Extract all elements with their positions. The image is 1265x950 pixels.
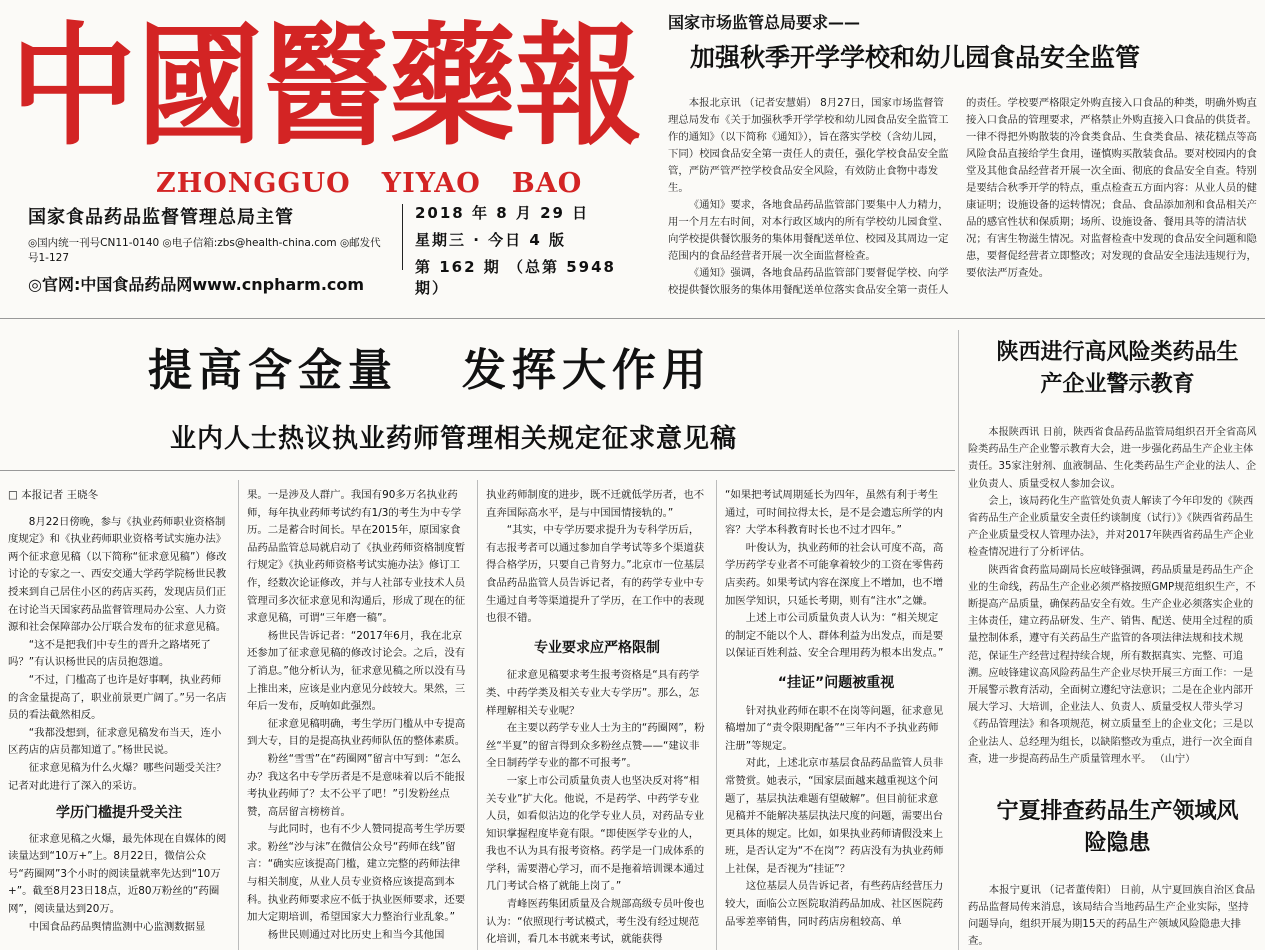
paragraph: “不过，门槛高了也许是好事啊，执业药师的含金量提高了，职业前景更广阔了。”另一名店员的看法截然相反。 <box>8 673 227 722</box>
section-subhead: 学历门槛提升受关注 <box>56 805 182 822</box>
paragraph: 这位基层人员告诉记者，有些药店经营压力较大，面临公立医院取消药品加成、社区医院药品零差率销售，同时药店房租较高、单 <box>725 880 944 928</box>
svg-text:中國醫藥報: 中國醫藥報 <box>10 9 642 148</box>
masthead <box>6 8 646 198</box>
issue-info <box>415 202 645 304</box>
lead-column-4 <box>725 487 947 950</box>
paragraph: 《通知》要求，各地食品药品监管部门要集中人力精力，用一个月左右时间，对本行政区域内的所有学校幼儿园食堂、向学校提供餐饮服务的集体用餐配送单位、校园及其周边一定范围内的食品经营者开展一次全面监督检查。 <box>668 199 949 262</box>
section-subhead: 专业要求应严格限制 <box>534 639 660 656</box>
paragraph: 粉丝“雪雪”在“药圈网”留言中写到：“怎么办？我这名中专学历者是不是意味着以后不能报考执业药师了？太不公平了吧！”引发粉丝点赞，高居留言榜榜首。 <box>247 752 466 818</box>
paragraph: 本报陕西讯 日前，陕西省食品药品监管局组织召开全省高风险类药品生产企业警示教育大会，进一步强化药品生产企业主体责任。35家注射剂、血液制品、生化类药品生产企业的法人、企业负责人、质量受权人参加会议。 <box>968 427 1257 490</box>
paragraph: 与此同时，也有不少人赞同提高考生学历要求。粉丝“沙与沫”在微信公众号“药师在线”留言：“确实应该提高门槛，建立完整的药师法律与相关制度，从业人员专业资格应该提高到本科。执业药师要求应不低于执业医师要求，还要加大定期培训，希望国家大力整治行业乱象。” <box>247 823 466 924</box>
paragraph: 上述上市公司质量负责人认为：“相关规定的制定不能以个人、群体利益为出发点，而是要以保证百姓利益、安全合理用药为根本出发点。” <box>725 612 944 660</box>
column-rule <box>477 480 478 950</box>
column-rule <box>238 480 239 950</box>
paragraph: 本报北京讯 （记者安慧娟） 8月27日，国家市场监督管理总局发布《关于加强秋季开学学校和幼儿园食品安全监管工作的通知》（以下简称《通知》），旨在落实学校（含幼儿园，下同）校园食品安全第一责任人的责任，强化学校食品安全监管，严防严管严控学校食品安全风险，有效防止食物中毒发生。 <box>668 97 949 194</box>
website-text: ◎官网:中国食品药品网www.cnpharm.com <box>28 275 365 294</box>
section-subhead: “挂证”问题被重视 <box>777 674 895 691</box>
paragraph: 《通知》强调，各地食品药品监管部门要督促学校、向学校提供餐饮服务的集体用餐配送单位落实食品安全第一责任人 <box>668 267 949 296</box>
masthead-divider <box>402 204 403 270</box>
paragraph: 征求意见稿要求考生报考资格是“具有药学类、中药学类及相关专业大专学历”。那么，怎样理解相关专业呢？ <box>486 669 700 717</box>
paragraph: 叶俊认为，执业药师的社会认可度不高，高学历药学专业者不可能拿着较少的工资在零售药店卖药。如果考试内容在深度上不增加，也不增加医学知识，只延长考期，则有“注水”之嫌。 <box>725 541 944 607</box>
paragraph: 征求意见稿之火爆，最先体现在自媒体的阅读量达到“10万+”上。8月22日，微信公众号“药圈网”3个小时的阅读量就率先达到“10万+”。截至8月23日18点，近80万粉丝的“药圈网”，阅读量达到20万。 <box>8 832 227 916</box>
paragraph: “这不是把我们中专生的晋升之路堵死了吗？”有认识杨世民的店员抱怨道。 <box>8 638 211 669</box>
paragraph: 中国食品药品舆情监测中心监测数据显 <box>28 920 206 933</box>
lead-column-2 <box>247 487 469 950</box>
paragraph: 杨世民则通过对比历史上和当今其他国 <box>267 928 445 941</box>
sponsor-text: 国家食品药品监督管理总局主管 <box>28 207 294 228</box>
paragraph: 陕西省食药监局副局长应岐锋强调，药品质量是药品生产企业的生命线，药品生产企业必须严格按照GMP规范组织生产，不断提高产品质量，确保药品安全有效。生产企业必须落实企业的主体责任，建立药品研发、生产、销售、配送、使用全过程的质量控制体系，遵守有关药品生产监管的各项法律法规和技术规范，保证生产经营过程持续合规，所有数据真实、完整、可追溯。应岐锋建议高风险药品生产企业尽快开展三方面工作：一是开展警示教育活动，全面树立遵纪守法意识；二是在企业内部开展大学习、大培训，企业法人、负责人、质量受权人带头学习《药品管理法》和各项规范，树立质量至上的企业文化；三是以企业法人、总经理为组长，以缺陷整改为重点，进行一次全面自查，进一步提高药品生产质量管理水平。 （山宁） <box>968 564 1256 765</box>
paragraph: 的责任。学校要严格限定外购直接入口食品的种类，明确外购直接入口食品的管理要求，严格禁止外购直接入口食品的供货者。一律不得把外购散装的冷食类食品、生食类食品、裱花糕点等高风险食品直接给学生食用，谨慎购买散装食品。要对校园内的食堂及其他食品经营者开展一次全面、彻底的食品安全自查。特别是要结合秋季开学的特点，重点检查五方面内容：从业人员的健康证明；设施设备的运转情况；食品、食品添加剂和食品相关产品的感官性状和保质期；场所、设施设备、餐用具等的清洁状况；有害生物滋生情况。对监督检查中发现的食品安全问题和隐患，要督促经营者立即整改；对发现的食品安全违法违规行为，要依法严厉查处。 <box>966 97 1257 279</box>
masthead-logo <box>6 8 646 148</box>
paragraph: 杨世民告诉记者：“2017年6月，我在北京还参加了征求意见稿的修改讨论会。之后，没有了消息。”他分析认为，征求意见稿之所以没有马上推出来，应该是业内意见分歧较大。果然，三年后一发布，反响如此强烈。 <box>247 629 466 713</box>
paragraph: 青峰医药集团质量及合规部高级专员叶俊也认为：“依照现行考试模式，考生没有经过规范化培训，看几本书就来考试，就能获得 <box>486 898 705 946</box>
lead-column-3 <box>486 487 708 950</box>
contact-text: ◎国内统一刊号CN11-0140 ◎电子信箱:zbs@health-china.com ◎邮发代号1-127 <box>28 237 381 264</box>
paragraph: 对此，上述北京市基层食品药品监管人员非常赞赏。她表示，“国家层面越来越重视这个问题了，基层执法难题有望破解”。但目前征求意见稿并不能解决基层执法尺度的问题，需要出台更具体的规定。比如，如果执业药师请假没来上班，是否认定为“不在岗”？药店没有为执业药师上社保，是否视为“挂证”？ <box>725 757 944 875</box>
column-rule <box>716 480 717 950</box>
paragraph: 会上，该局药化生产监管处负责人解读了今年印发的《陕西省药品生产企业质量安全责任约谈制度（试行）》《陕西省药品生产企业质量受权人管理办法》，并对2017年陕西省药品生产企业检查情况进行了分析评估。 <box>968 495 1254 559</box>
masthead-pinyin: ZHONGGUO YIYAO BAO <box>156 168 583 199</box>
section-divider <box>0 318 1265 319</box>
paragraph: 执业药师制度的进步，既不迁就低学历者，也不直奔国际高水平，是与中国国情接轨的。” <box>486 489 705 519</box>
side-story-1-headline: 陕西进行高风险类药品生产企业警示教育 <box>996 339 1239 397</box>
paragraph: 在主要以药学专业人士为主的“药圈网”，粉丝“半夏”的留言得到众多粉丝点赞——“建议非全日制药学专业的都不可报考”。 <box>486 722 705 770</box>
lead-divider <box>0 470 955 471</box>
masthead-info <box>28 203 388 295</box>
paragraph: 本报宁夏讯 （记者董传阳） 日前，从宁夏回族自治区食品药品监督局传来消息，该局结合当地药品生产企业实际，坚持问题导向，组织开展为期15天的药品生产领域风险隐患大排查。 <box>968 884 1256 947</box>
column-rule <box>958 330 959 950</box>
side-story-2-headline: 宁夏排查药品生产领域风险隐患 <box>996 798 1239 856</box>
paragraph: “我都没想到，征求意见稿发布当天，连小区药店的店员都知道了。”杨世民说。 <box>8 726 222 757</box>
side-story-1-body <box>968 424 1258 784</box>
paragraph: 征求意见稿明确，考生学历门槛从中专提高到大专，目的是提高执业药师队伍的整体素质。 <box>247 717 466 748</box>
issue-date: 2018 年 8 月 29 日 <box>415 204 590 222</box>
lead-column-1 <box>8 487 230 950</box>
paragraph: 果。一是涉及人群广。我国有90多万名执业药师，每年执业药师考试约有1/3的考生为中专学历。二是蓄合时间长。早在2015年，原国家食品药品监管总局就启动了《执业药师资格制度暂行规定》《执业药师资格考试实施办法》修订工作，经数次论证修改，并与人社部专业技术人员管理司多次征求意见和沟通后，形成了现在的征求意见稿，可谓“三年磨一稿”。 <box>247 489 466 625</box>
paragraph: “如果把考试周期延长为四年，虽然有利于考生通过，可时间拉得太长，是不是会遗忘所学的内容？大学本科教育时长也不过才四年。” <box>725 489 944 537</box>
issue-number: 第 162 期 （总第 5948 期） <box>415 258 616 297</box>
lead-headline: 提高含金量 发挥大作用 <box>148 345 712 396</box>
top-story-headline: 加强秋季开学学校和幼儿园食品安全监管 <box>690 43 1141 72</box>
top-story-column-1 <box>668 95 950 299</box>
side-story-2-body <box>968 882 1258 950</box>
top-story-column-2 <box>966 95 1258 305</box>
lead-subheadline: 业内人士热议执业药师管理相关规定征求意见稿 <box>170 424 738 454</box>
issue-weekday: 星期三 · 今日 4 版 <box>415 231 567 249</box>
paragraph: 征求意见稿为什么火爆？哪些问题受关注？记者对此进行了深入的采访。 <box>8 761 227 792</box>
paragraph: 8月22日傍晚，参与《执业药师职业资格制度规定》和《执业药师职业资格考试实施办法》两个征求意见稿（以下简称“征求意见稿”）修改讨论的专家之一、西安交通大学药学院杨世民教授来到自己居住小区的药店买药，发现店员们正在讨论当天国家药品监督管理局办公室、人力资源和社会保障部办公厅联合发布的征求意见稿。 <box>8 515 227 634</box>
byline: □ 本报记者 王晓冬 <box>8 489 99 501</box>
top-story-kicker: 国家市场监管总局要求—— <box>668 13 861 32</box>
paragraph: 一家上市公司质量负责人也坚决反对将“相关专业”扩大化。他说，不是药学、中药学专业人员，如看似沾边的化学专业人员，对药品专业知识掌握程度毕竟有限。“即使医学专业的人，我也不认为具有报考资格。药学是一门成体系的学科，需要潜心学习，而不是拖着培训课本通过几门考试合格了就能上岗了。” <box>486 774 705 893</box>
paragraph: “其实，中专学历要求提升为专科学历后，有志报考者可以通过参加自学考试等多个渠道获得合格学历，只要自己肯努力。”北京市一位基层食品药品监管人员告诉记者，有的药学专业中专生通过自考等渠道提升了学历，在工作中的表现也很不错。 <box>486 524 705 625</box>
paragraph: 针对执业药师在职不在岗等问题，征求意见稿增加了“责令限期配备”“三年内不予执业药师注册”等规定。 <box>725 704 944 752</box>
